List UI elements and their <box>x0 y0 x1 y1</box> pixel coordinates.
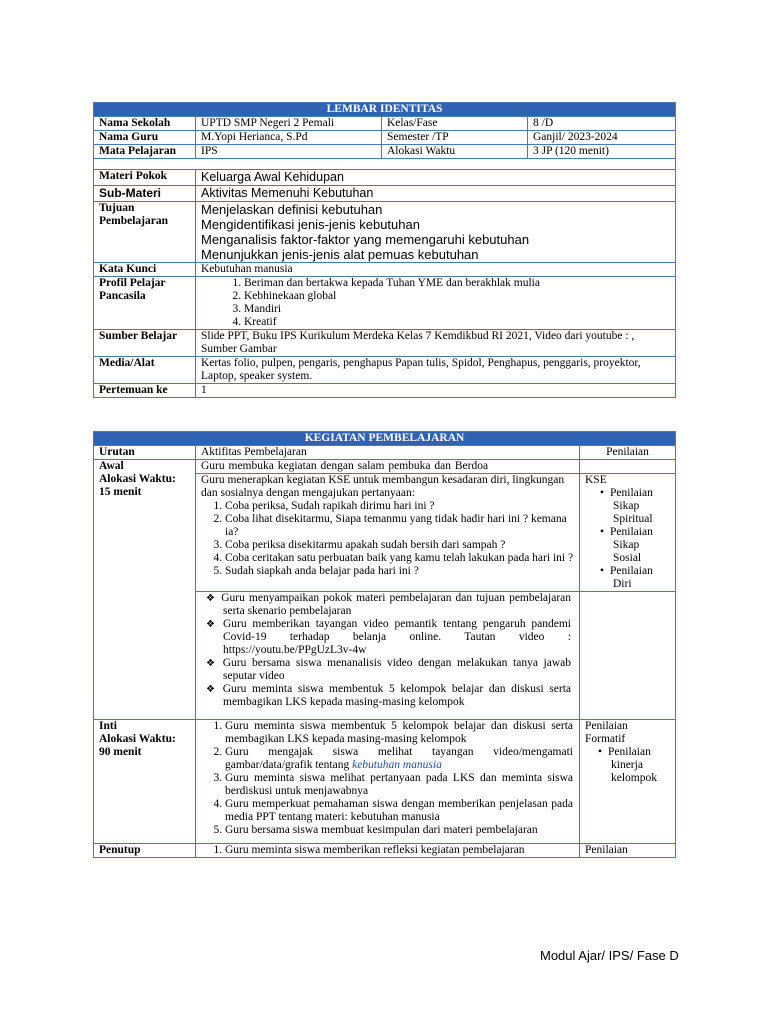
topic-value: Keluarga Awal Kehidupan <box>196 170 676 186</box>
subtopic-label: Sub-Materi <box>94 186 196 202</box>
closing-step: 1. Guru meminta siswa memberikan refleksi kegiatan pembelajaran <box>225 844 574 857</box>
opening-label-cell <box>94 460 196 720</box>
followup-item: ❖ Guru memberikan tayangan video pemantik tentang pengaruh pandemi Covid-19 terhadap belanja online. Tautan video : https://youtu.be/PPgUzL3v-4w <box>223 618 571 657</box>
followup-item: ❖ Guru menyampaikan pokok materi pembelajaran dan tujuan pembelajaran serta skenario pembelajaran <box>223 592 571 618</box>
media-value: Kertas folio, pulpen, pengaris, penghapus Papan tulis, Spidol, Penghapus, penggaris, proyektor, Laptop, speaker system. <box>196 357 676 384</box>
class-value: 8 /D <box>528 117 676 131</box>
topic-label: Materi Pokok <box>94 170 196 186</box>
objective-item: Menunjukkan jenis-jenis alat pemuas kebutuhan <box>201 247 479 262</box>
kse-title: KSE <box>585 474 607 486</box>
school-value: UPTD SMP Negeri 2 Pemali <box>196 117 382 131</box>
meeting-value: 1 <box>196 384 676 398</box>
core-step: 1. Guru meminta siswa membentuk 5 kelompok belajar dan diskusi serta membagikan LKS kepada masing-masing kelompok <box>225 720 573 746</box>
spacer-row <box>94 159 676 170</box>
followup-item: ❖ Guru bersama siswa menanalisis video dengan melakukan tanya jawab seputar video <box>223 657 571 683</box>
activity-title: KEGIATAN PEMBELAJARAN <box>94 432 676 446</box>
kse-question: 2. Coba lihat disekitarmu, Siapa temanmu yang tidak hadir hari ini ? kemana ia? <box>225 513 574 539</box>
profile-item: 4. Kreatif <box>244 316 670 329</box>
objective-item: Mengidentifikasi jenis-jenis kebutuhan <box>201 217 420 232</box>
page-footer: Modul Ajar/ IPS/ Fase D <box>540 948 679 963</box>
objective-item: Menganalisis faktor-faktor yang memengaruhi kebutuhan <box>201 232 530 247</box>
semester-label: Semester /TP <box>382 131 528 145</box>
core-assessment <box>580 720 676 844</box>
time-value: 3 JP (120 menit) <box>528 145 676 159</box>
keyword-value: Kebutuhan manusia <box>196 263 676 277</box>
core-step: 3. Guru meminta siswa melihat pertanyaan pada LKS dan meminta siswa berdiskusi untuk menjawabnya <box>225 772 573 798</box>
core-step <box>225 746 573 772</box>
source-value: Slide PPT, Buku IPS Kurikulum Merdeka Kelas 7 Kemdikbud RI 2021, Video dari youtube : , Sumber Gambar <box>196 330 676 357</box>
col-assessment: Penilaian <box>580 446 676 460</box>
closing-assessment: Penilaian <box>580 844 676 858</box>
class-label: Kelas/Fase <box>382 117 528 131</box>
identity-table <box>93 102 676 398</box>
closing-label: Penutup <box>94 844 196 858</box>
school-label: Nama Sekolah <box>94 117 196 131</box>
core-step: 5. Guru bersama siswa membuat kesimpulan dari materi pembelajaran <box>225 824 573 837</box>
core-time: Alokasi Waktu: 90 menit <box>99 733 176 758</box>
core-step: 4. Guru memperkuat pemahaman siswa dengan memberikan penjelasan pada media PPT tentang materi: kebutuhan manusia <box>225 798 573 824</box>
meeting-label: Pertemuan ke <box>94 384 196 398</box>
col-order: Urutan <box>94 446 196 460</box>
opening-time: Alokasi Waktu: 15 menit <box>99 473 176 498</box>
profile-label: Profil Pelajar Pancasila <box>94 277 196 330</box>
source-label: Sumber Belajar <box>94 330 196 357</box>
kse-question: 5. Sudah siapkah anda belajar pada hari ini ? <box>225 565 574 578</box>
kse-intro: Guru menerapkan kegiatan KSE untuk membangun kesadaran diri, lingkungan dan sosialnya dengan mengajukan pertanyaan: <box>201 474 565 499</box>
core-step-topic: kebutuhan manusia <box>352 759 442 771</box>
subtopic-value: Aktivitas Memenuhi Kebutuhan <box>196 186 676 202</box>
core-label-cell <box>94 720 196 844</box>
subject-label: Mata Pelajaran <box>94 145 196 159</box>
core-activity-cell <box>196 720 580 844</box>
closing-activity-cell <box>196 844 580 858</box>
kse-question: 4. Coba ceritakan satu perbuatan baik yang kamu telah lakukan pada hari ini ? <box>225 552 574 565</box>
objectives-list <box>196 202 676 263</box>
time-label: Alokasi Waktu <box>382 145 528 159</box>
assessment-item: • Penilaian Sikap Sosial <box>613 526 670 565</box>
core-assessment-title: Penilaian Formatif <box>585 720 628 745</box>
core-label: Inti <box>99 720 117 732</box>
opening-followup-cell <box>196 592 580 720</box>
objective-item: Menjelaskan definisi kebutuhan <box>201 202 383 217</box>
col-activity: Aktifitas Pembelajaran <box>196 446 580 460</box>
opening-label: Awal <box>99 460 124 472</box>
assessment-item: • Penilaian Diri <box>613 565 670 591</box>
opening-kse-cell <box>196 474 580 592</box>
profile-list <box>196 277 676 330</box>
opening-first: Guru membuka kegiatan dengan salam pembuka dan Berdoa <box>196 460 580 474</box>
objectives-label: Tujuan Pembelajaran <box>94 202 196 263</box>
media-label: Media/Alat <box>94 357 196 384</box>
profile-item: 2. Kebhinekaan global <box>244 290 670 303</box>
kse-question: 1. Coba periksa, Sudah rapikah dirimu hari ini ? <box>225 500 574 513</box>
subject-value: IPS <box>196 145 382 159</box>
teacher-value: M.Yopi Herianca, S.Pd <box>196 131 382 145</box>
activity-table <box>93 431 676 858</box>
identity-title: LEMBAR IDENTITAS <box>94 103 676 117</box>
followup-item: ❖ Guru meminta siswa membentuk 5 kelompok belajar dan diskusi serta membagikan LKS kepada masing-masing kelompok <box>223 683 571 709</box>
assessment-item: • Penilaian kinerja kelompok <box>611 746 670 785</box>
kse-question: 3. Coba periksa disekitarmu apakah sudah bersih dari sampah ? <box>225 539 574 552</box>
core-step-text: Guru mengajak siswa melihat tayangan video/mengamati gambar/data/grafik tentang <box>225 746 573 771</box>
semester-value: Ganjil/ 2023-2024 <box>528 131 676 145</box>
teacher-label: Nama Guru <box>94 131 196 145</box>
opening-assessment <box>580 474 676 592</box>
keyword-label: Kata Kunci <box>94 263 196 277</box>
opening-empty <box>580 460 676 474</box>
assessment-item: • Penilaian Sikap Spiritual <box>613 487 670 526</box>
followup-empty <box>580 592 676 720</box>
profile-item: 3. Mandiri <box>244 303 670 316</box>
profile-item: 1. Beriman dan bertakwa kepada Tuhan YME dan berakhlak mulia <box>244 277 670 290</box>
